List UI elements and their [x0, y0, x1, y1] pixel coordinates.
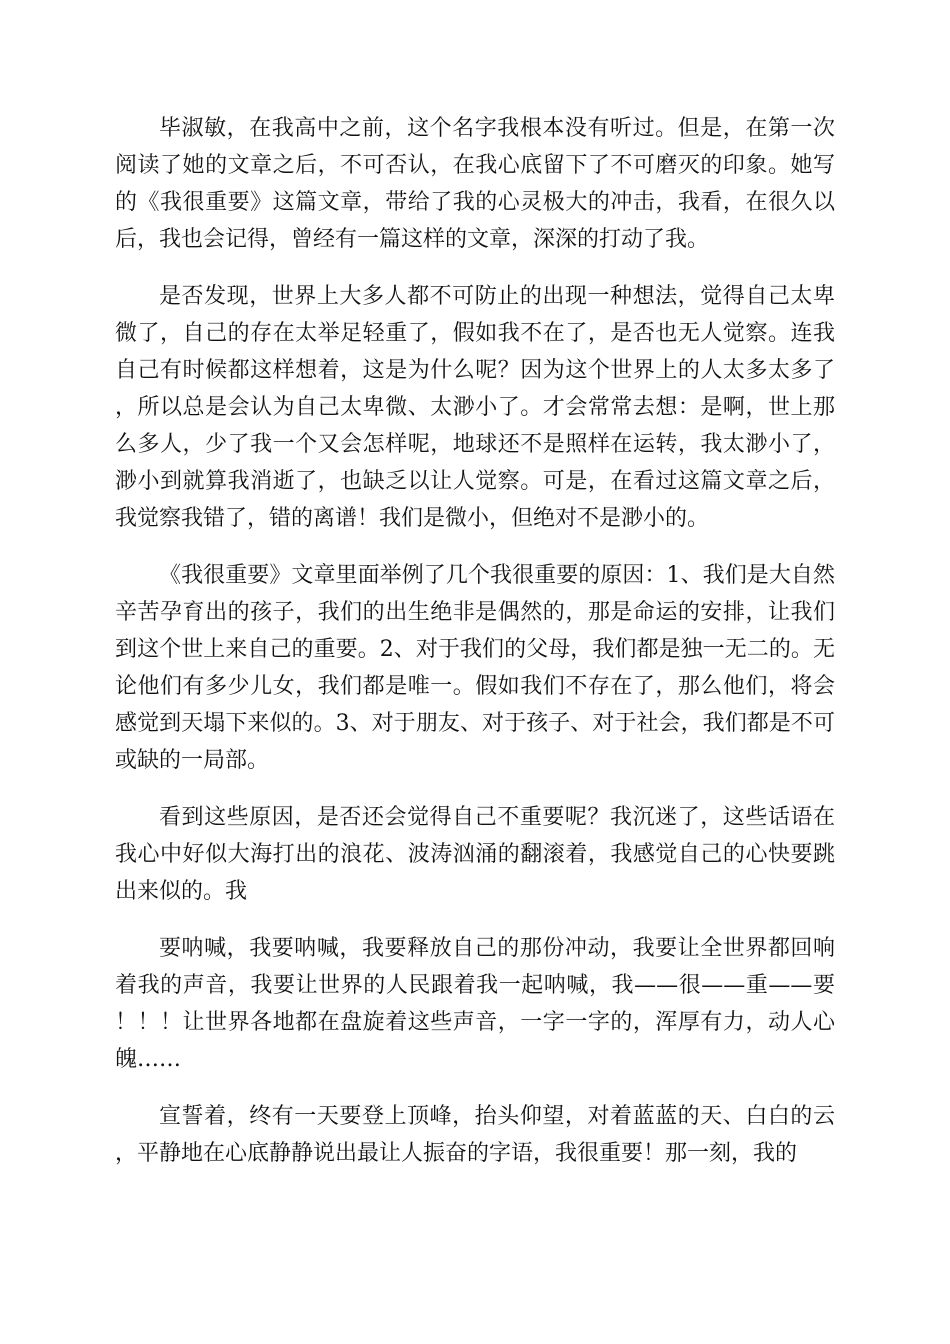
paragraph-6: 宣誓着，终有一天要登上顶峰，抬头仰望，对着蓝蓝的天、白白的云，平静地在心底静静说出最让人振奋的字语，我很重要！那一刻，我的 — [115, 1104, 835, 1166]
paragraph-5: 要呐喊，我要呐喊，我要释放自己的那份冲动，我要让全世界都回响着我的声音，我要让世界的人民跟着我一起呐喊，我——很——重——要！！！让世界各地都在盘旋着这些声音，一字一字的，浑厚有力，动人心魄…… — [115, 936, 835, 1072]
paragraph-4: 看到这些原因，是否还会觉得自己不重要呢？我沉迷了，这些话语在我心中好似大海打出的浪花、波涛汹涌的翻滚着，我感觉自己的心快要跳出来似的。我 — [115, 805, 835, 904]
paragraph-2: 是否发现，世界上大多人都不可防止的出现一种想法，觉得自己太卑微了，自己的存在太举足轻重了，假如我不在了，是否也无人觉察。连我自己有时候都这样想着，这是为什么呢？因为这个世界上的人太多太多了，所以总是会认为自己太卑微、太渺小了。才会常常去想：是啊，世上那么多人，少了我一个又会怎样呢，地球还不是照样在运转，我太渺小了，渺小到就算我消逝了，也缺乏以让人觉察。可是，在看过这篇文章之后，我觉察我错了，错的离谱！我们是微小，但绝对不是渺小的。 — [115, 284, 835, 531]
paragraph-3: 《我很重要》文章里面举例了几个我很重要的原因：1、我们是大自然辛苦孕育出的孩子，我们的出生绝非是偶然的，那是命运的安排，让我们到这个世上来自己的重要。2、对于我们的父母，我们都是独一无二的。无论他们有多少儿女，我们都是唯一。假如我们不存在了，那么他们，将会感觉到天塌下来似的。3、对于朋友、对于孩子、对于社会，我们都是不可或缺的一局部。 — [115, 563, 835, 773]
paragraph-1: 毕淑敏，在我高中之前，这个名字我根本没有听过。但是，在第一次阅读了她的文章之后，不可否认，在我心底留下了不可磨灭的印象。她写的《我很重要》这篇文章，带给了我的心灵极大的冲击，我看，在很久以后，我也会记得，曾经有一篇这样的文章，深深的打动了我。 — [115, 116, 835, 252]
document-page — [115, 110, 835, 1192]
